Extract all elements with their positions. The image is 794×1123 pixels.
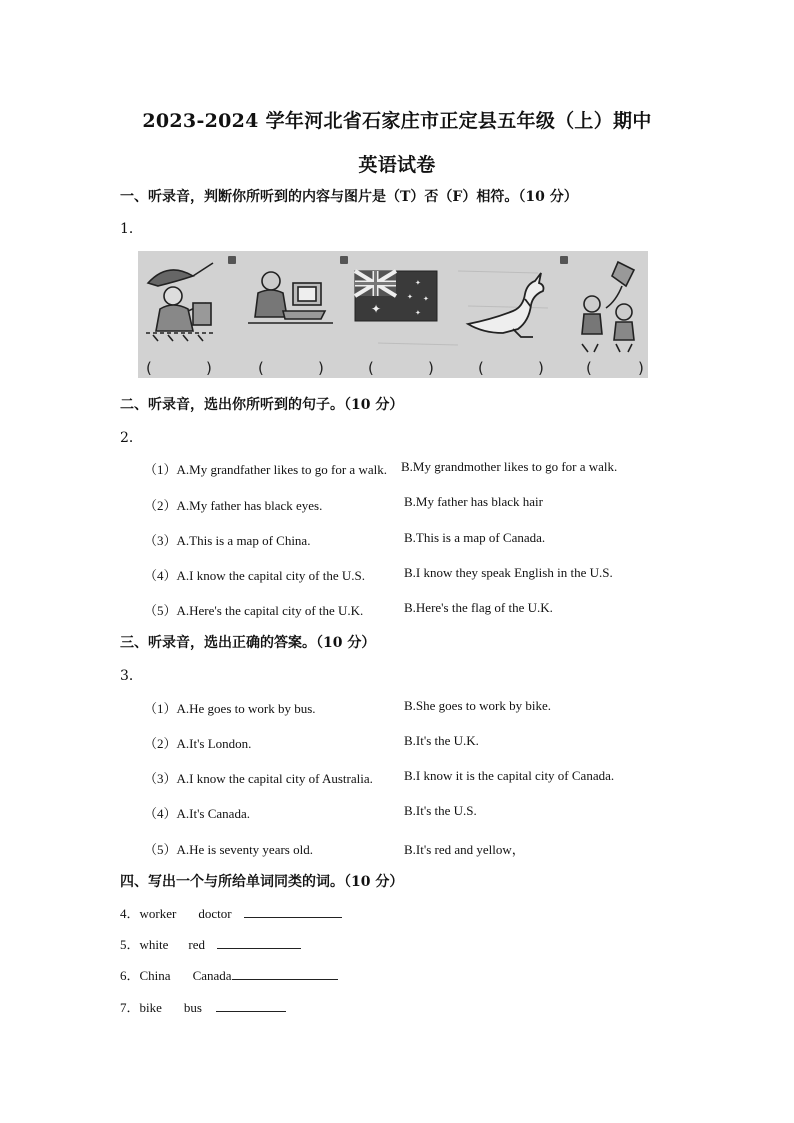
word-item-4-word1: worker [139,906,177,921]
word-item-7 [120,997,286,1016]
word-item-4-blank[interactable] [244,905,342,918]
s3-q3-option-a: （3）A.I know the capital city of Australia. [144,771,373,786]
s3-q5-option-b: B.It's red and yellow， [404,842,525,857]
word-item-5-num: 5． [120,937,140,952]
word-item-7-num: 7． [120,1000,140,1015]
answer-paren-left-5: ( [586,359,592,377]
picture-strip [138,251,648,378]
s2-q2-option-b: B.My father has black hair [404,494,543,509]
word-item-6-num: 6． [120,968,140,983]
s2-q2-option-a: （2）A.My father has black eyes. [144,498,323,513]
page-subtitle: 英语试卷 [358,154,436,176]
s3-q2-option-a: （2）A.It's London. [144,736,252,751]
section1-heading: 一、听录音，判断你所听到的内容与图片是（T）否（F）相符。（10 分） [120,189,578,205]
word-item-6-word1: China [139,968,171,983]
word-item-4-word2: doctor [198,906,232,921]
s2-q5-option-b: B.Here's the flag of the U.K. [404,600,553,615]
answer-paren-left-2: ( [258,359,264,377]
svg-text:✦: ✦ [415,309,421,317]
svg-text:✦: ✦ [415,279,421,287]
word-item-5 [120,934,301,953]
s2-q4-option-a: （4）A.I know the capital city of the U.S. [144,568,365,583]
australia-flag-icon [355,271,437,321]
answer-paren-right-3: ) [428,359,434,377]
word-item-6 [120,965,338,984]
section4-heading: 四、写出一个与所给单词同类的词。（10 分） [120,874,404,890]
word-item-5-word2: red [188,937,206,952]
s3-q1-option-a: （1）A.He goes to work by bus. [144,701,316,716]
question-number-3: 3． [120,668,143,684]
answer-paren-right-2: ) [318,359,324,377]
svg-text:✦: ✦ [371,302,382,316]
page-title: 2023-2024 学年河北省石家庄市正定县五年级（上）期中 [142,110,652,132]
svg-text:✦: ✦ [407,293,413,301]
s3-q1-option-b: B.She goes to work by bike. [404,698,551,713]
answer-paren-left-4: ( [478,359,484,377]
section2-heading: 二、听录音，选出你所听到的句子。（10 分） [120,397,404,413]
s3-q4-option-a: （4）A.It's Canada. [144,806,250,821]
answer-paren-left-1: ( [146,359,152,377]
s3-q2-option-b: B.It's the U.K. [404,733,479,748]
s3-q3-option-b: B.I know it is the capital city of Canada. [404,768,615,783]
word-item-7-word1: bike [139,1000,162,1015]
kangaroo-icon [468,273,544,337]
question-number-2: 2． [120,430,143,446]
s2-q3-option-a: （3）A.This is a map of China. [144,533,311,548]
answer-paren-left-3: ( [368,359,374,377]
s2-q1-option-b: B.My grandmother likes to go for a walk. [401,459,618,474]
word-item-5-blank[interactable] [217,936,301,949]
question-number-1: 1． [120,221,143,237]
s2-q4-option-b: B.I know they speak English in the U.S. [404,565,613,580]
answer-paren-right-1: ) [206,359,212,377]
s2-q3-option-b: B.This is a map of Canada. [404,530,546,545]
word-item-6-word2: Canada [192,968,232,983]
person-at-computer-icon [248,272,333,323]
s2-q5-option-a: （5）A.Here's the capital city of the U.K. [144,603,364,618]
s3-q4-option-b: B.It's the U.S. [404,803,477,818]
word-item-7-blank[interactable] [216,999,286,1012]
word-item-6-blank[interactable] [232,967,338,980]
word-item-4 [120,903,342,922]
s2-q1-option-a: （1）A.My grandfather likes to go for a walk. [144,462,387,477]
answer-paren-right-4: ) [538,359,544,377]
svg-text:✦: ✦ [423,295,429,303]
s3-q5-option-a: （5）A.He is seventy years old. [144,842,313,857]
word-item-4-num: 4． [120,906,140,921]
section3-heading: 三、听录音，选出正确的答案。（10 分） [120,635,376,651]
word-item-7-word2: bus [183,1000,202,1015]
picture-strip-drawing [138,251,648,378]
answer-paren-right-5: ) [638,359,644,377]
word-item-5-word1: white [139,937,169,952]
children-with-kite-icon [582,262,634,352]
farmer-icon [146,263,213,341]
